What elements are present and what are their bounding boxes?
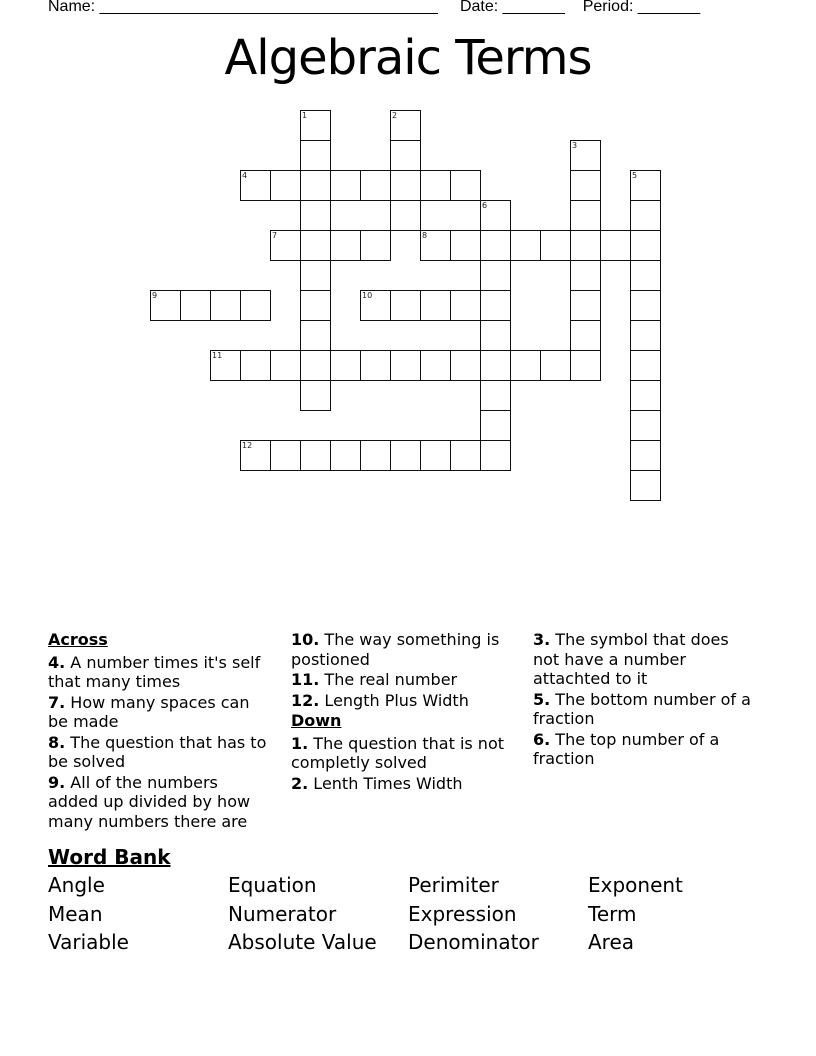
grid-cell[interactable] [330,170,361,201]
word-bank-item: Expression [408,901,517,926]
clue-across-4 [48,653,273,692]
grid-cell[interactable] [390,200,421,231]
grid-cell[interactable] [420,290,451,321]
grid-cell[interactable] [630,350,661,381]
grid-cell[interactable] [270,440,301,471]
grid-cell[interactable] [300,140,331,171]
clue-across-10 [291,630,516,669]
grid-cell[interactable] [450,290,481,321]
word-bank-item: Area [588,930,635,954]
clue-number-label: 6 [482,201,488,210]
clue-across-11 [291,670,516,690]
grid-cell[interactable] [480,380,511,411]
grid-cell[interactable] [480,410,511,441]
clue-text: The bottom number of a fraction [533,689,751,728]
clue-down-5 [533,690,758,729]
clue-text: All of the numbers added up divided by how many numbers there are [48,772,251,831]
clue-text: How many spaces can be made [48,692,250,731]
clue-text: The way something is postioned [291,630,500,669]
clue-number: 1. [291,733,309,753]
clue-text: The symbol that does not have a number attachted to it [533,630,729,688]
clue-down-1 [291,734,516,773]
grid-cell[interactable] [360,230,391,261]
grid-cell[interactable] [390,110,421,141]
clue-text: Lenth Times Width [308,773,463,793]
clue-number: 8. [48,732,66,752]
grid-cell[interactable] [270,230,301,261]
word-bank [48,845,768,957]
clue-number-label: 12 [242,441,253,450]
grid-cell[interactable] [630,200,661,231]
clue-number: 2. [291,773,309,793]
word-bank-item: Angle [48,873,105,897]
grid-cell[interactable] [330,350,361,381]
grid-cell[interactable] [180,290,211,321]
clue-text: The question that has to be solved [48,732,267,771]
grid-cell[interactable] [210,350,241,381]
grid-cell[interactable] [360,290,391,321]
word-bank-item: Mean [48,901,103,926]
clue-text: The question that is not completly solved [291,733,505,772]
grid-cell[interactable] [570,350,601,381]
clue-number-label: 2 [392,111,398,120]
grid-cell[interactable] [450,230,481,261]
grid-cell[interactable] [480,320,511,351]
grid-cell[interactable] [420,230,451,261]
grid-cell[interactable] [510,350,541,381]
date-label: Date: [459,0,499,15]
grid-cell[interactable] [300,230,331,261]
grid-cell[interactable] [300,380,331,411]
period-blank[interactable]: _______ [633,0,701,15]
clue-number-label: 11 [212,351,223,360]
grid-cell[interactable] [570,230,601,261]
grid-cell[interactable] [510,230,541,261]
clue-number-label: 9 [152,291,158,300]
grid-cell[interactable] [360,170,391,201]
grid-cell[interactable] [570,140,601,171]
grid-cell[interactable] [570,200,601,231]
period-label: Period: [582,0,634,15]
grid-cell[interactable] [270,170,301,201]
grid-cell[interactable] [210,290,241,321]
grid-cell[interactable] [630,260,661,291]
grid-cell[interactable] [240,350,271,381]
grid-cell[interactable] [570,170,601,201]
clue-across-12 [291,691,516,711]
clue-number: 3. [533,630,551,649]
clues-column-1 [48,630,273,832]
grid-cell[interactable] [630,470,661,501]
clue-number-label: 10 [362,291,373,300]
grid-cell[interactable] [300,200,331,231]
clue-number: 11. [291,670,320,689]
clue-number: 12. [291,690,320,710]
clue-across-8 [48,733,273,772]
grid-cell[interactable] [480,440,511,471]
clue-number: 5. [533,689,551,709]
grid-cell[interactable] [630,230,661,261]
grid-cell[interactable] [480,290,511,321]
grid-cell[interactable] [630,380,661,411]
clue-across-9 [48,773,273,832]
grid-cell[interactable] [630,170,661,201]
word-bank-item: Absolute Value [228,930,377,954]
clue-text: The real number [319,670,458,689]
grid-cell[interactable] [300,260,331,291]
grid-cell[interactable] [300,290,331,321]
grid-cell[interactable] [420,440,451,471]
clue-number-label: 3 [572,141,578,150]
clue-number-label: 1 [302,111,308,120]
clue-number-label: 7 [272,231,278,240]
name-label: Name: [48,0,96,15]
word-bank-item: Perimiter [408,873,499,897]
word-bank-title: Word Bank [48,845,171,869]
grid-cell[interactable] [300,320,331,351]
word-bank-item: Term [588,901,637,926]
grid-cell[interactable] [630,440,661,471]
down-heading: Down [291,711,342,730]
grid-cell[interactable] [480,230,511,261]
grid-cell[interactable] [630,410,661,441]
clue-across-7 [48,693,273,732]
grid-cell[interactable] [270,350,301,381]
page-title: Algebraic Terms [224,30,592,86]
word-bank-item: Variable [48,930,129,954]
grid-cell[interactable] [300,350,331,381]
grid-cell[interactable] [360,350,391,381]
grid-cell[interactable] [300,110,331,141]
word-bank-item: Numerator [228,901,337,926]
grid-cell[interactable] [300,440,331,471]
name-blank[interactable]: ______________________________________ [95,0,438,15]
grid-cell[interactable] [360,440,391,471]
clue-down-6 [533,730,758,769]
word-bank-grid [48,871,768,957]
clue-text: Length Plus Width [319,690,469,710]
clue-down-3 [533,630,758,689]
grid-cell[interactable] [450,350,481,381]
grid-cell[interactable] [420,170,451,201]
grid-cell[interactable] [480,260,511,291]
clue-number-label: 8 [422,231,428,240]
clue-number: 6. [533,729,551,749]
grid-cell[interactable] [240,170,271,201]
grid-cell[interactable] [630,320,661,351]
clue-number-label: 4 [242,171,248,180]
grid-cell[interactable] [240,440,271,471]
word-bank-item: Equation [228,873,317,897]
grid-cell[interactable] [480,350,511,381]
grid-cell[interactable] [540,350,571,381]
clue-number: 10. [291,630,320,649]
clues-column-3 [533,630,758,770]
clue-number: 9. [48,772,66,792]
grid-cell[interactable] [420,350,451,381]
grid-cell[interactable] [330,440,361,471]
grid-cell[interactable] [390,350,421,381]
clue-down-2 [291,774,516,794]
clue-number-label: 5 [632,171,638,180]
grid-cell[interactable] [390,290,421,321]
grid-cell[interactable] [450,170,481,201]
grid-cell[interactable] [240,290,271,321]
grid-cell[interactable] [150,290,181,321]
grid-cell[interactable] [600,230,631,261]
grid-cell[interactable] [390,170,421,201]
grid-cell[interactable] [330,230,361,261]
grid-cell[interactable] [570,290,601,321]
grid-cell[interactable] [570,320,601,351]
grid-cell[interactable] [630,290,661,321]
clue-number: 7. [48,692,66,712]
date-blank[interactable]: _______ [498,0,565,15]
word-bank-item: Denominator [408,930,539,954]
across-heading: Across [48,630,108,649]
crossword-grid [0,0,816,520]
grid-cell[interactable] [480,200,511,231]
grid-cell[interactable] [390,440,421,471]
clue-text: The top number of a fraction [533,729,720,768]
word-bank-item: Exponent [588,873,683,897]
grid-cell[interactable] [570,260,601,291]
grid-cell[interactable] [390,140,421,171]
grid-cell[interactable] [300,170,331,201]
clue-text: A number times it's self that many times [48,652,261,691]
clue-number: 4. [48,652,66,672]
clues-column-2 [291,630,516,794]
grid-cell[interactable] [450,440,481,471]
grid-cell[interactable] [540,230,571,261]
